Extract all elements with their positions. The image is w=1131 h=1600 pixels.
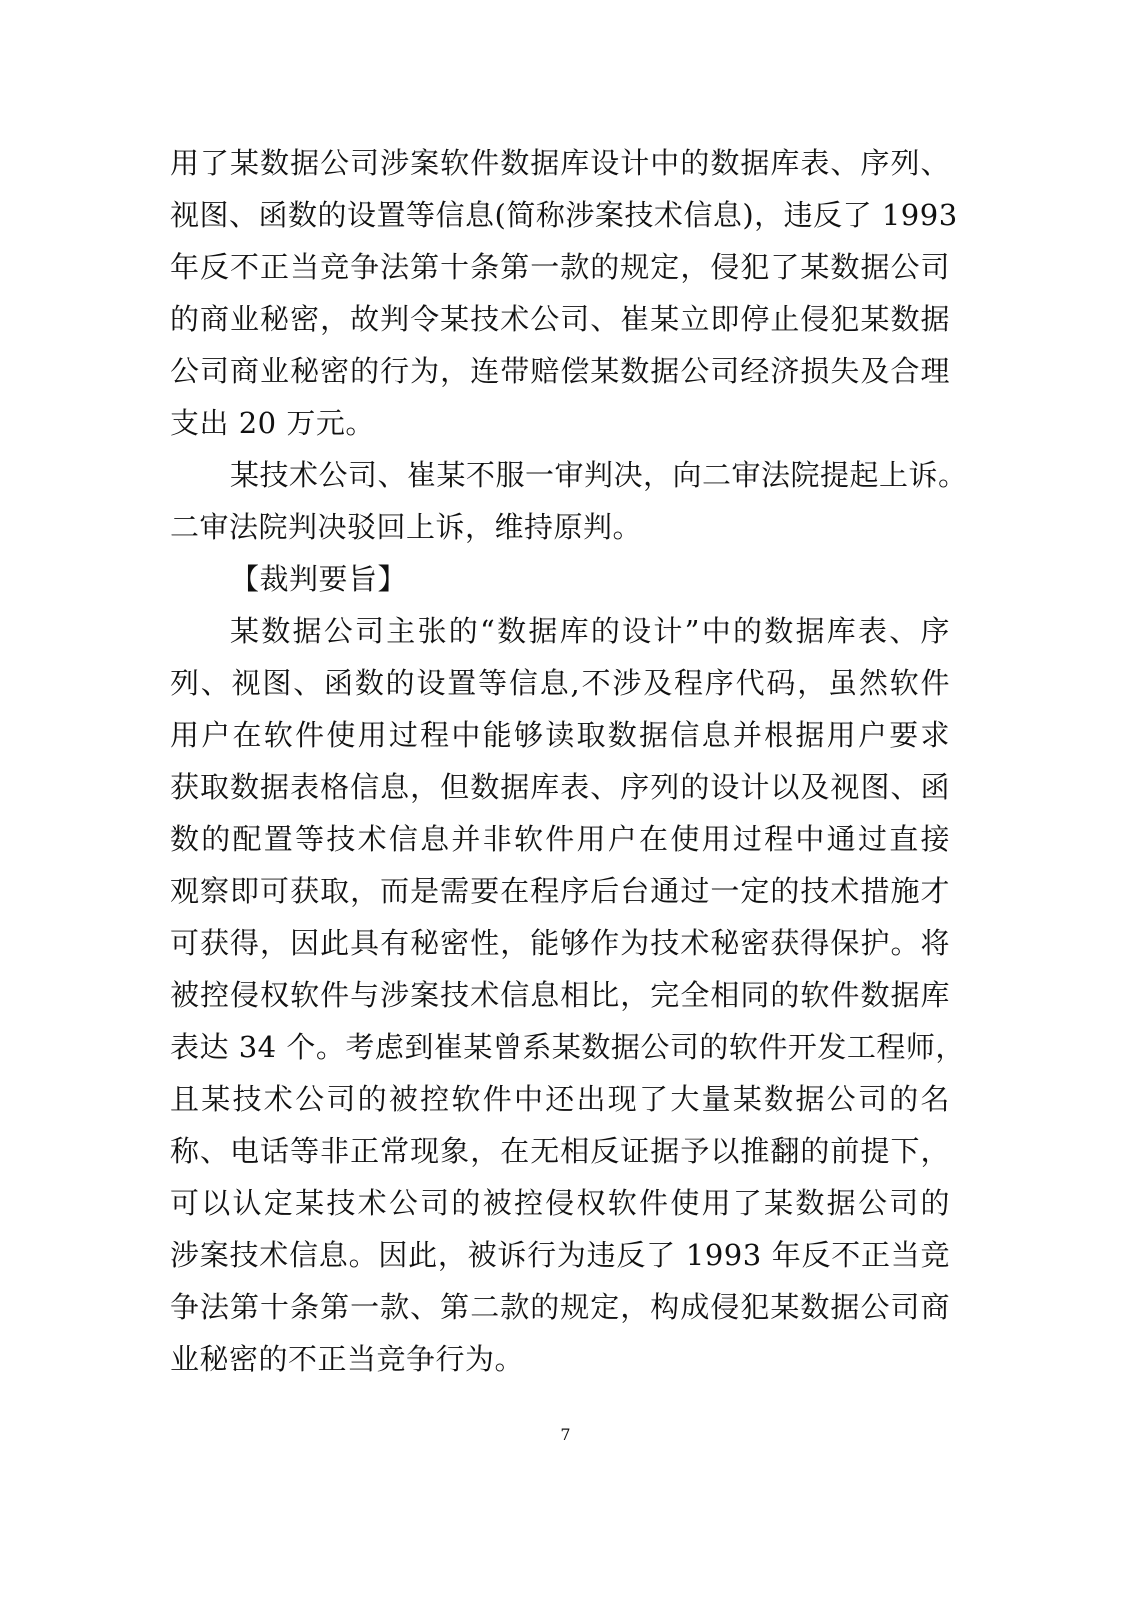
paragraph-3-line-4: 获取数据表格信息，但数据库表、序列的设计以及视图、函 [170,770,950,804]
paragraph-3-line-11: 称、电话等非正常现象，在无相反证据予以推翻的前提下， [170,1134,950,1168]
paragraph-1-line-5: 公司商业秘密的行为，连带赔偿某数据公司经济损失及合理 [170,354,950,388]
paragraph-3-line-13: 涉案技术信息。因此，被诉行为违反了 1993 年反不正当竞 [170,1238,950,1272]
paragraph-1-line-3: 年反不正当竞争法第十条第一款的规定，侵犯了某数据公司 [170,250,950,284]
paragraph-3-line-8: 被控侵权软件与涉案技术信息相比，完全相同的软件数据库 [170,978,950,1012]
paragraph-3-line-10: 且某技术公司的被控软件中还出现了大量某数据公司的名 [170,1082,950,1116]
paragraph-3-line-1: 某数据公司主张的“数据库的设计”中的数据库表、序 [230,614,950,648]
paragraph-3-line-12: 可以认定某技术公司的被控侵权软件使用了某数据公司的 [170,1186,950,1220]
paragraph-3-line-9: 表达 34 个。考虑到崔某曾系某数据公司的软件开发工程师， [170,1030,965,1064]
paragraph-3-line-5: 数的配置等技术信息并非软件用户在使用过程中通过直接 [170,822,950,856]
section-heading: 【裁判要旨】 [230,562,408,596]
paragraph-3-line-3: 用户在软件使用过程中能够读取数据信息并根据用户要求 [170,718,950,752]
page-number: 7 [560,1425,571,1444]
paragraph-3-line-15: 业秘密的不正当竞争行为。 [170,1342,525,1376]
paragraph-1-line-2: 视图、函数的设置等信息(简称涉案技术信息)，违反了 1993 [170,198,958,232]
paragraph-1-line-1: 用了某数据公司涉案软件数据库设计中的数据库表、序列、 [170,146,950,180]
paragraph-3-line-7: 可获得，因此具有秘密性，能够作为技术秘密获得保护。将 [170,926,950,960]
paragraph-3-line-2: 列、视图、函数的设置等信息,不涉及程序代码，虽然软件 [170,666,950,700]
paragraph-2-line-2: 二审法院判决驳回上诉，维持原判。 [170,510,643,544]
paragraph-1-line-4: 的商业秘密，故判令某技术公司、崔某立即停止侵犯某数据 [170,302,950,336]
paragraph-1-line-6: 支出 20 万元。 [170,406,375,440]
paragraph-3-line-6: 观察即可获取，而是需要在程序后台通过一定的技术措施才 [170,874,950,908]
paragraph-2-line-1: 某技术公司、崔某不服一审判决，向二审法院提起上诉。 [230,458,968,492]
paragraph-3-line-14: 争法第十条第一款、第二款的规定，构成侵犯某数据公司商 [170,1290,950,1324]
